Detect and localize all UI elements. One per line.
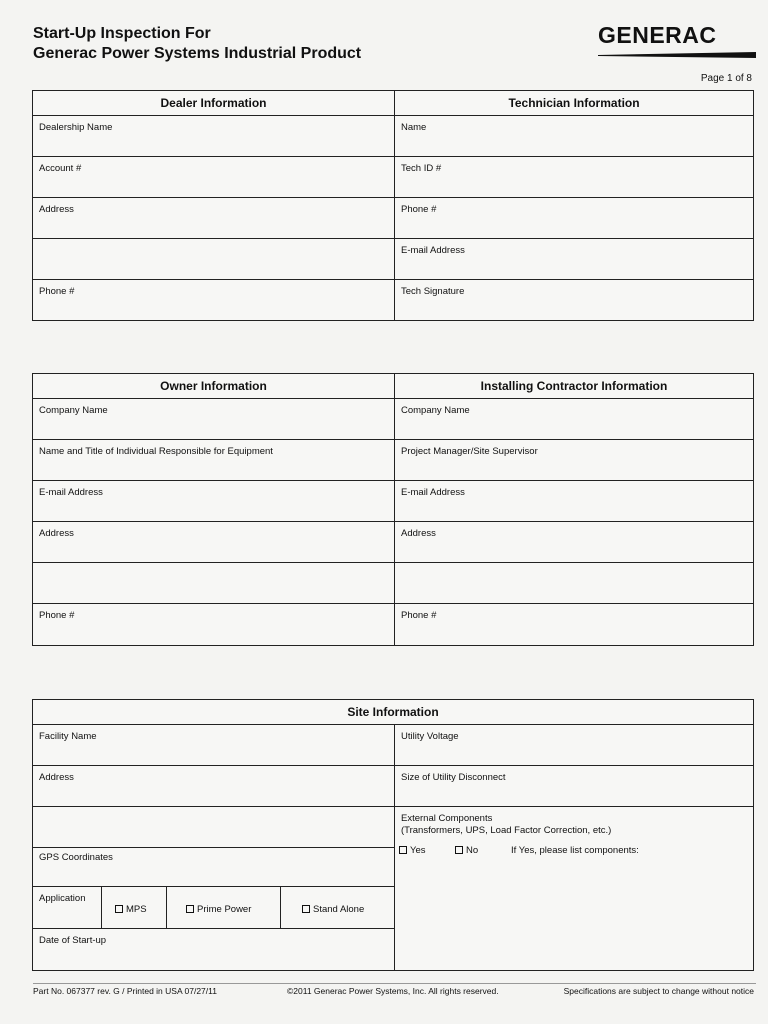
generac-logo: [598, 22, 756, 62]
field-label: Utility Voltage: [401, 731, 459, 742]
dealer-technician-table: [32, 90, 754, 321]
field-label: Address: [39, 204, 74, 215]
owner-column: [33, 374, 394, 645]
field-label: E-mail Address: [401, 487, 465, 498]
dealer-heading: Dealer Information: [33, 91, 394, 116]
owner-heading: Owner Information: [33, 374, 394, 399]
dealership-name-field[interactable]: [33, 116, 394, 157]
stand-alone-checkbox[interactable]: [302, 905, 310, 913]
if-yes-instruction: If Yes, please list components:: [511, 845, 639, 856]
contractor-heading: Installing Contractor Information: [395, 374, 753, 399]
yes-label: Yes: [410, 845, 426, 856]
application-row: [33, 887, 394, 929]
dealer-column: [33, 91, 394, 320]
owner-company-field[interactable]: [33, 399, 394, 440]
owner-address-field[interactable]: [33, 522, 394, 563]
site-address-field[interactable]: [33, 766, 394, 807]
copyright: ©2011 Generac Power Systems, Inc. All rights reserved.: [287, 986, 499, 996]
stand-alone-option[interactable]: [302, 904, 364, 915]
project-manager-field[interactable]: [395, 440, 753, 481]
stand-alone-label: Stand Alone: [313, 904, 365, 915]
contractor-address-line-2[interactable]: [395, 563, 753, 604]
contractor-company-field[interactable]: [395, 399, 753, 440]
field-label: Name: [401, 122, 427, 133]
no-option[interactable]: [455, 845, 478, 856]
field-label: Phone #: [39, 286, 75, 297]
field-label: Name and Title of Individual Responsible for Equipment: [39, 446, 273, 457]
no-label: No: [466, 845, 479, 856]
title-line-1: Start-Up Inspection For: [33, 25, 211, 42]
field-label: Project Manager/Site Supervisor: [401, 446, 538, 457]
owner-email-field[interactable]: [33, 481, 394, 522]
field-label: Address: [401, 528, 436, 539]
tech-email-field[interactable]: [395, 239, 753, 280]
field-label: Address: [39, 772, 74, 783]
form-title: [33, 24, 361, 64]
owner-phone-field[interactable]: [33, 604, 394, 645]
technician-heading: Technician Information: [395, 91, 753, 116]
prime-power-option[interactable]: [186, 904, 251, 915]
logo-text: GENERAC: [598, 22, 717, 48]
tech-phone-field[interactable]: [395, 198, 753, 239]
footer-rule: [33, 983, 756, 984]
field-label: Phone #: [39, 610, 75, 621]
dealer-address-field[interactable]: [33, 198, 394, 239]
dealer-address-line-2[interactable]: [33, 239, 394, 280]
field-label: Date of Start-up: [39, 935, 107, 946]
utility-voltage-field[interactable]: [395, 725, 753, 766]
facility-name-field[interactable]: [33, 725, 394, 766]
field-label: Tech ID #: [401, 163, 442, 174]
start-up-date-field[interactable]: [33, 929, 394, 970]
cell-divider: [166, 887, 167, 928]
site-left-column: [33, 700, 394, 970]
account-field[interactable]: [33, 157, 394, 198]
title-line-2: Generac Power Systems Industrial Product: [33, 45, 362, 62]
part-number: Part No. 067377 rev. G / Printed in USA 07/27/11: [33, 986, 217, 996]
yes-checkbox[interactable]: [399, 846, 407, 854]
field-label: Tech Signature: [401, 286, 465, 297]
field-label: Address: [39, 528, 74, 539]
page-number: Page 1 of 8: [700, 73, 752, 84]
dealer-phone-field[interactable]: [33, 280, 394, 320]
field-label: Dealership Name: [39, 122, 113, 133]
contractor-column: [395, 374, 753, 645]
field-label: E-mail Address: [39, 487, 103, 498]
site-right-column: [395, 700, 753, 970]
logo-underline: [598, 52, 756, 58]
tech-name-field[interactable]: [395, 116, 753, 157]
cell-divider: [280, 887, 281, 928]
field-label: E-mail Address: [401, 245, 465, 256]
external-components-field[interactable]: [395, 807, 753, 970]
tech-id-field[interactable]: [395, 157, 753, 198]
external-components-label: External Components: [401, 813, 493, 824]
gps-coordinates-field[interactable]: [33, 848, 394, 887]
field-label: Size of Utility Disconnect: [401, 772, 506, 783]
tech-signature-field[interactable]: [395, 280, 753, 320]
field-label: Application: [39, 893, 86, 904]
owner-contractor-table: [32, 373, 754, 646]
prime-power-checkbox[interactable]: [186, 905, 194, 913]
contractor-email-field[interactable]: [395, 481, 753, 522]
field-label: [401, 813, 611, 837]
site-heading: Site Information: [33, 700, 753, 725]
field-label: Phone #: [401, 204, 437, 215]
cell-divider: [101, 887, 102, 928]
no-checkbox[interactable]: [455, 846, 463, 854]
external-components-note: (Transformers, UPS, Load Factor Correction, etc.): [401, 825, 612, 836]
yes-option[interactable]: [399, 845, 426, 856]
contractor-phone-field[interactable]: [395, 604, 753, 645]
field-label: GPS Coordinates: [39, 852, 113, 863]
field-label: Company Name: [39, 405, 108, 416]
prime-power-label: Prime Power: [197, 904, 252, 915]
owner-responsible-field[interactable]: [33, 440, 394, 481]
mps-checkbox[interactable]: [115, 905, 123, 913]
site-address-line-2[interactable]: [33, 807, 394, 848]
utility-disconnect-field[interactable]: [395, 766, 753, 807]
field-label: Facility Name: [39, 731, 97, 742]
mps-label: MPS: [126, 904, 147, 915]
mps-option[interactable]: [115, 904, 147, 915]
site-information-table: [32, 699, 754, 971]
contractor-address-field[interactable]: [395, 522, 753, 563]
field-label: Company Name: [401, 405, 470, 416]
field-label: Account #: [39, 163, 82, 174]
disclaimer: Specifications are subject to change without notice: [563, 986, 754, 996]
owner-address-line-2[interactable]: [33, 563, 394, 604]
technician-column: [395, 91, 753, 320]
field-label: Phone #: [401, 610, 437, 621]
